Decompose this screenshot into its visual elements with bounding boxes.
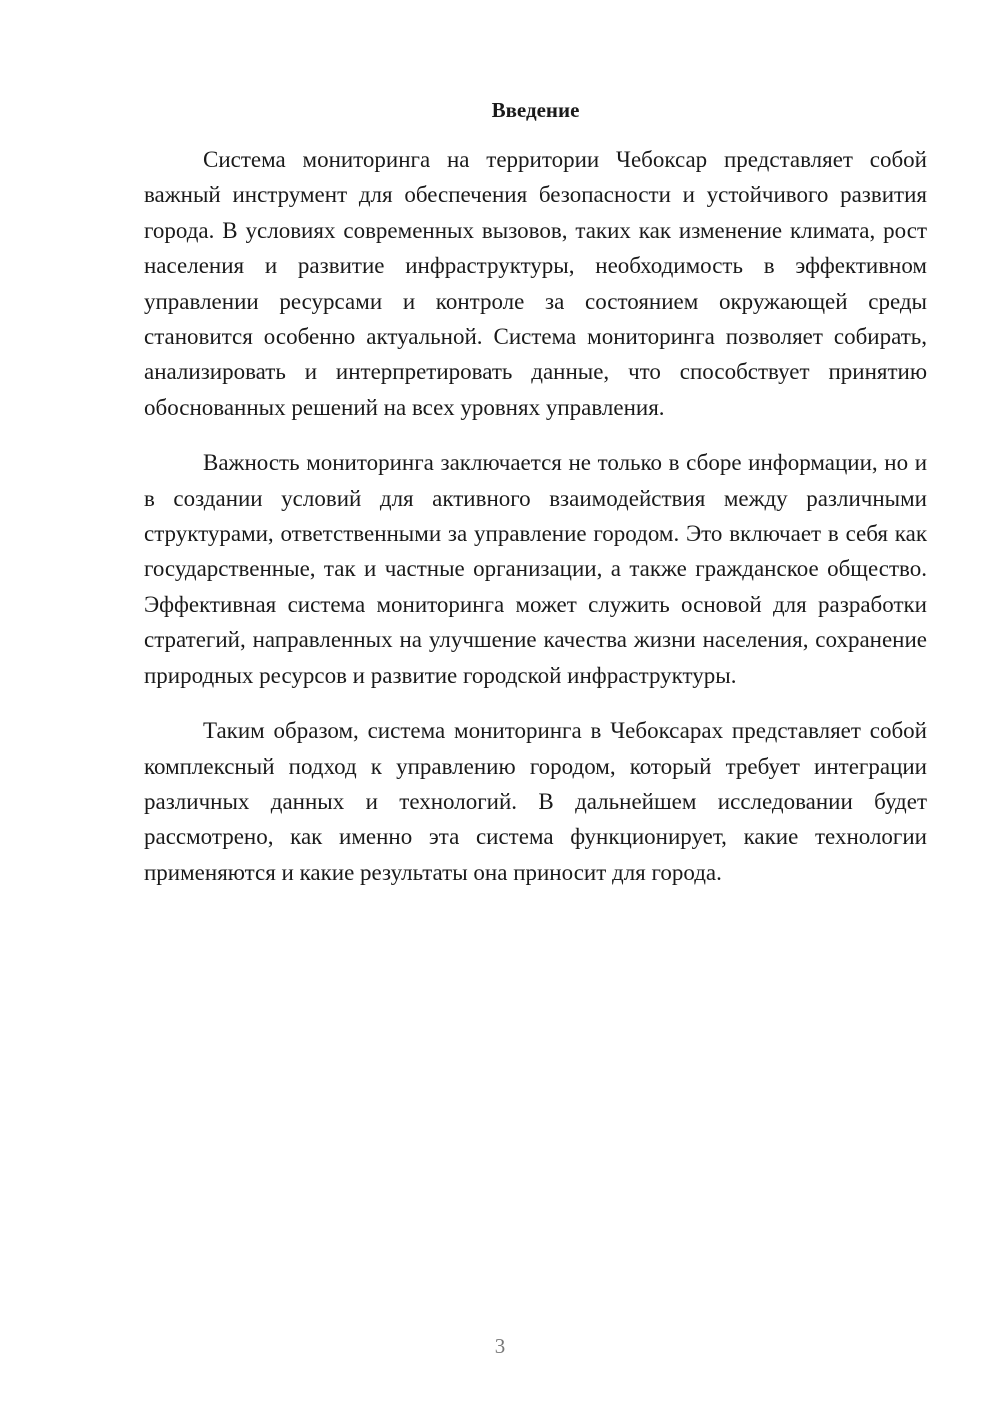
section-heading: Введение [491, 98, 580, 122]
paragraph-3: Таким образом, система мониторинга в Чебоксарах представляет собой комплексный подход к управлению городом, который требует интеграции различных данных и технологий. В дальнейшем исследовании будет рассмотрено, как именно эта система функционирует, какие технологии применяются и какие результаты она приносит для города. [144, 718, 927, 885]
paragraph-1: Система мониторинга на территории Чебоксар представляет собой важный инструмент для обеспечения безопасности и устойчивого развития города. В условиях современных вызовов, таких как изменение климата, рост населения и развитие инфраструктуры, необходимость в эффективном управлении ресурсами и контроле за состоянием окружающей среды становится особенно актуальной. Система мониторинга позволяет собирать, анализировать и интерпретировать данные, что способствует принятию обоснованных решений на всех уровнях управления. [144, 147, 927, 420]
page-content [144, 95, 927, 910]
paragraph-2: Важность мониторинга заключается не только в сборе информации, но и в создании условий для активного взаимодействия между различными структурами, ответственными за управление городом. Это включает в себя как государственные, так и частные организации, а также гражданское общество. Эффективная система мониторинга может служить основой для разработки стратегий, направленных на улучшение качества жизни населения, сохранение природных ресурсов и развитие городской инфраструктуры. [144, 450, 927, 688]
page-number: 3 [494, 1334, 506, 1358]
